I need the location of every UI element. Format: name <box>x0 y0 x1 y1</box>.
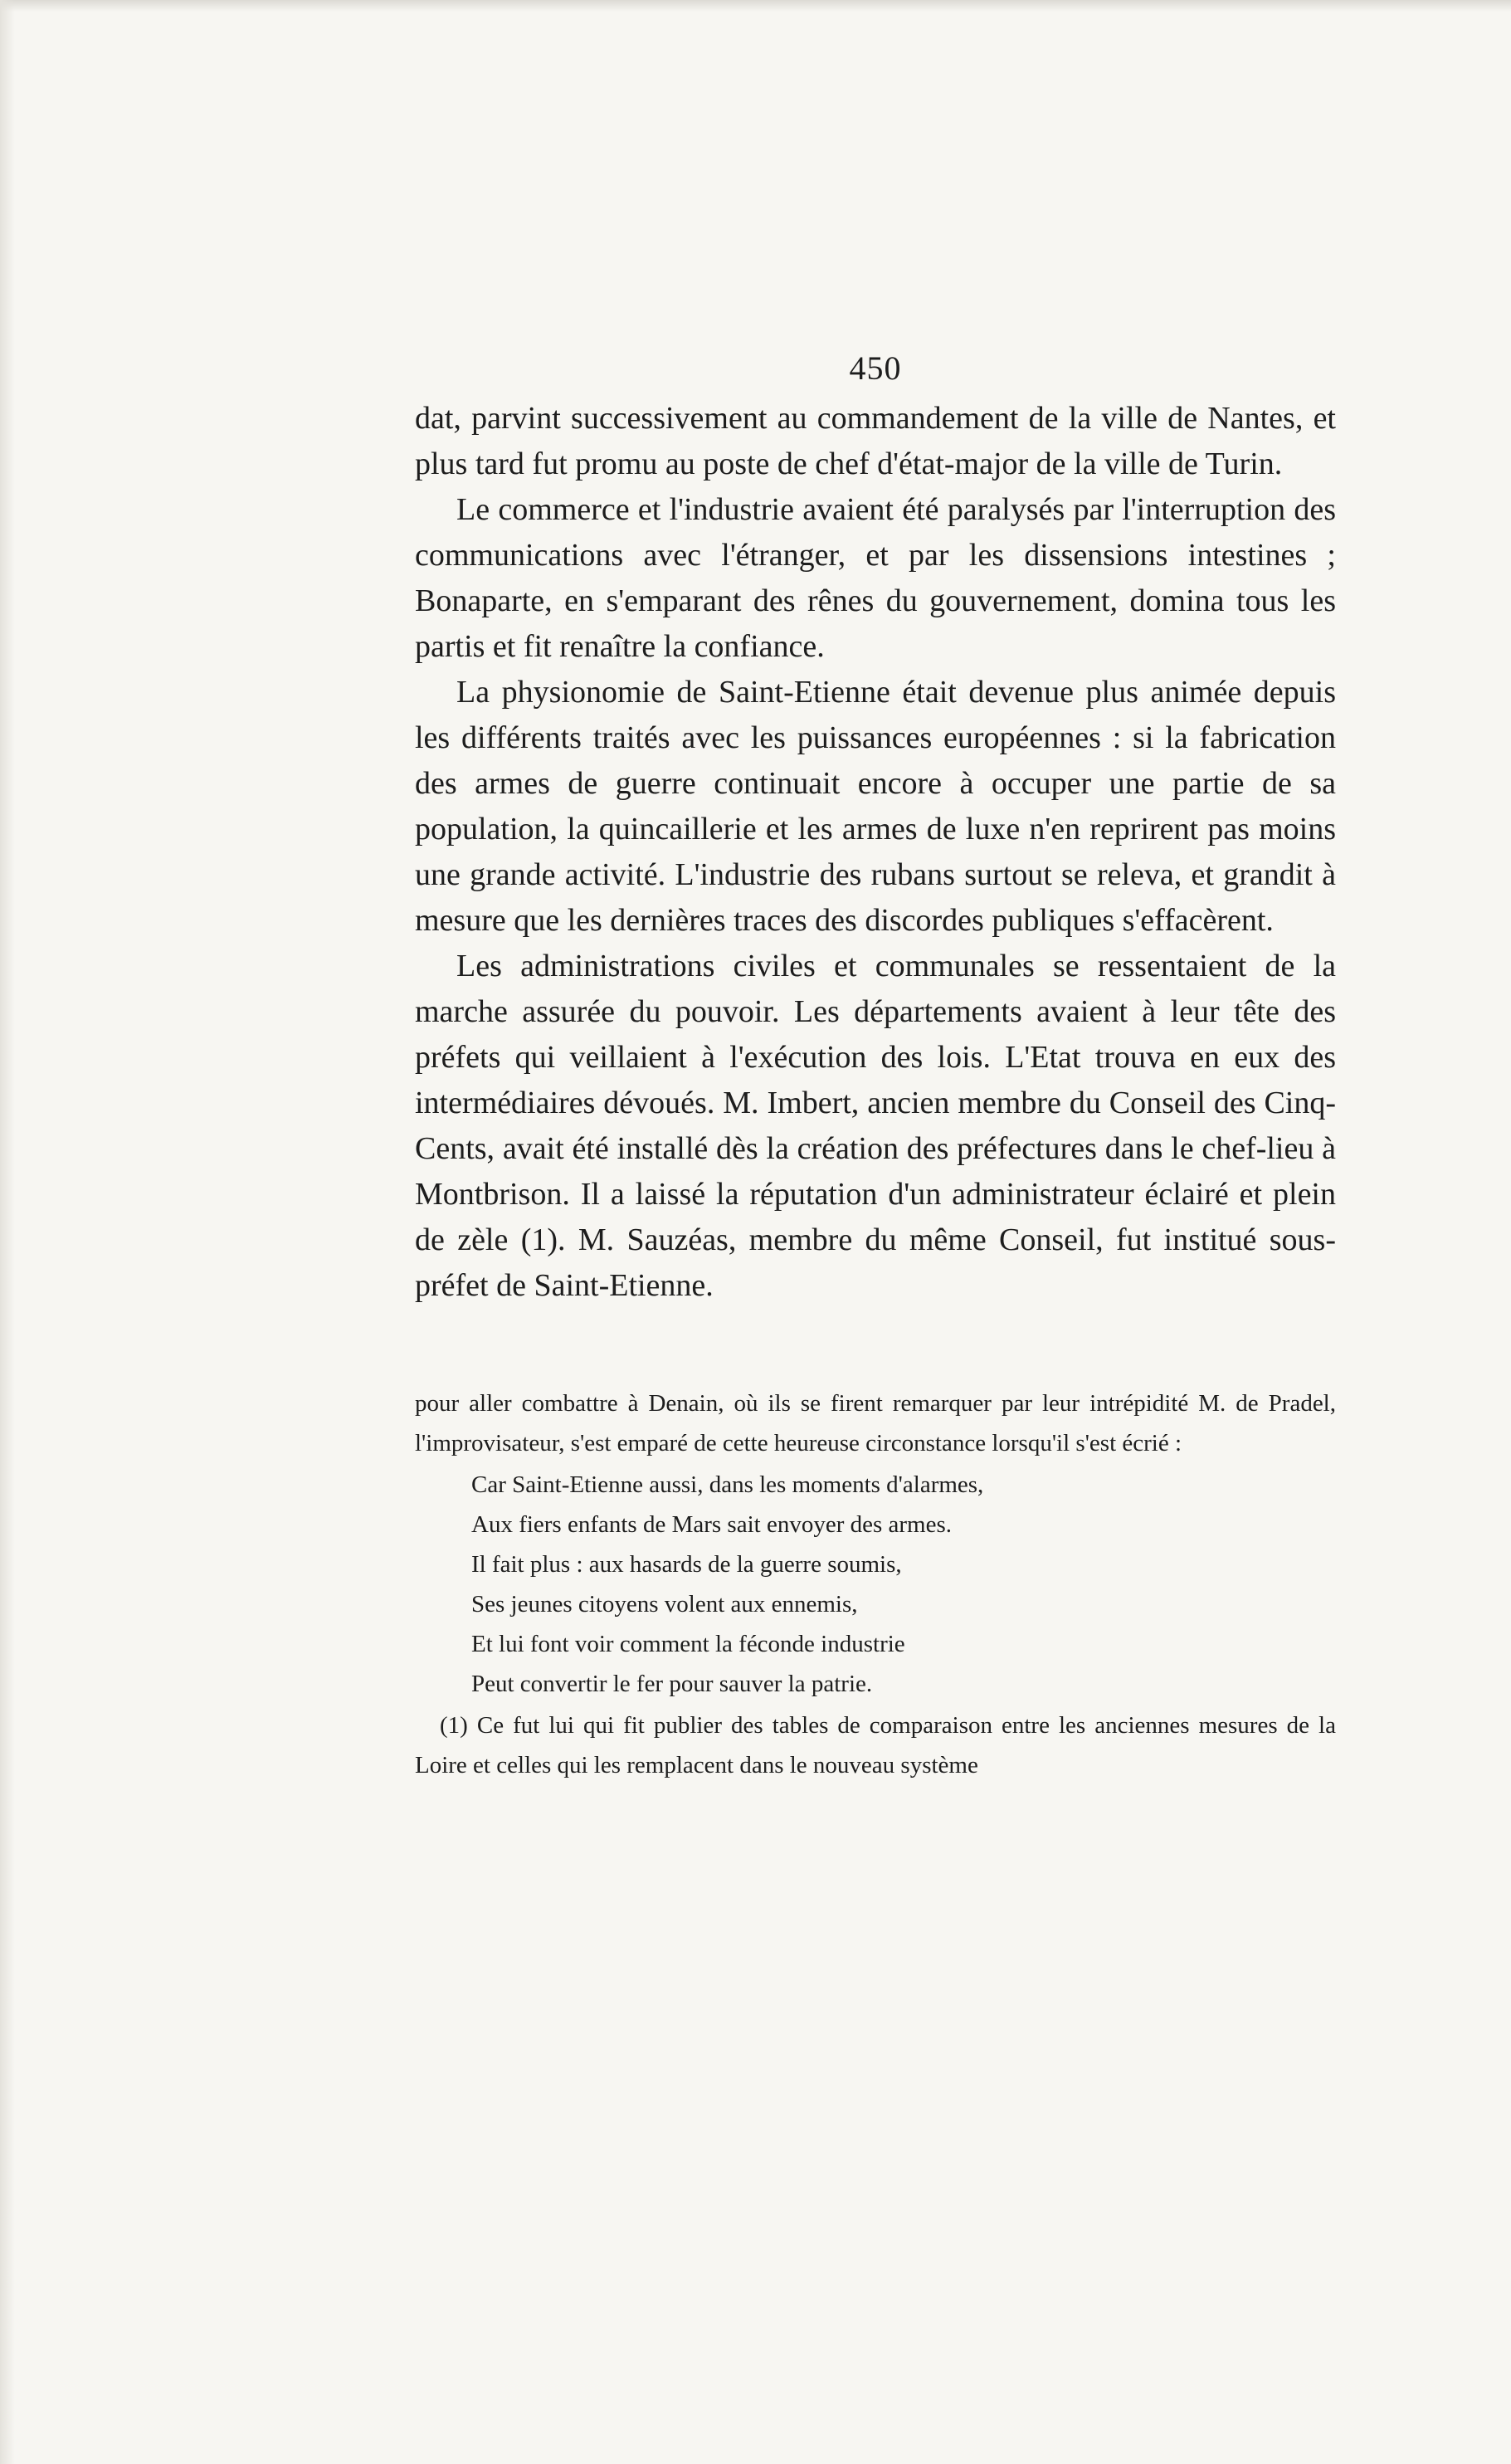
verse-line: Ses jeunes citoyens volent aux ennemis, <box>471 1591 858 1617</box>
scan-edge-left <box>0 0 15 2464</box>
paragraph-continuation: dat, parvint successivement au commandement de la ville de Nantes, et plus tard fut promu au poste de chef d'état-major de la ville de Turin. <box>415 401 1336 481</box>
paragraph-commerce: Le commerce et l'industrie avaient été paralysés par l'interruption des communications avec l'étranger, et par les dissensions intestines ; Bonaparte, en s'emparant des rênes du gouvernement, domina tous les partis et fit renaître la confiance. <box>415 492 1336 664</box>
verse-line: Et lui font voir comment la féconde industrie <box>471 1631 905 1657</box>
footnote-1: (1) Ce fut lui qui fit publier des tables de comparaison entre les anciennes mesures de la Loire et celles qui les remplacent dans le nouveau système <box>415 1712 1336 1778</box>
verse-quote <box>471 1465 1336 1704</box>
paragraph-saint-etienne: La physionomie de Saint-Etienne était devenue plus animée depuis les différents traités avec les puissances européennes : si la fabrication des armes de guerre continuait encore à occuper une partie de sa population, la quincaillerie et les armes de luxe n'en reprirent pas moins une grande activité. L'industrie des rubans surtout se releva, et grandit à mesure que les dernières traces des discordes publiques s'effacèrent. <box>415 675 1336 938</box>
footnotes <box>415 1383 1336 1785</box>
verse-line: Peut convertir le fer pour sauver la patrie. <box>471 1671 873 1697</box>
main-text <box>415 396 1336 1309</box>
book-page <box>415 349 1336 1785</box>
verse-line: Il fait plus : aux hasards de la guerre soumis, <box>471 1551 902 1578</box>
paragraph-administrations: Les administrations civiles et communales se ressentaient de la marche assurée du pouvoir. Les départements avaient à leur tête des préfets qui veillaient à l'exécution des lois. L'Etat trouva en eux des intermédiaires dévoués. M. Imbert, ancien membre du Conseil des Cinq-Cents, avait été installé dès la création des préfectures dans le chef-lieu à Montbrison. Il a laissé la réputation d'un administrateur éclairé et plein de zèle (1). M. Sauzéas, membre du même Conseil, fut institué sous-préfet de Saint-Etienne. <box>415 949 1336 1303</box>
verse-line: Aux fiers enfants de Mars sait envoyer des armes. <box>471 1511 953 1538</box>
page-number: 450 <box>849 349 902 387</box>
scan-edge-top <box>0 0 1511 12</box>
footnote-continuation: pour aller combattre à Denain, où ils se firent remarquer par leur intrépidité M. de Pradel, l'improvisateur, s'est emparé de cette heureuse circonstance lorsqu'il s'est écrié : <box>415 1390 1336 1456</box>
verse-line: Car Saint-Etienne aussi, dans les moments d'alarmes, <box>471 1471 984 1498</box>
